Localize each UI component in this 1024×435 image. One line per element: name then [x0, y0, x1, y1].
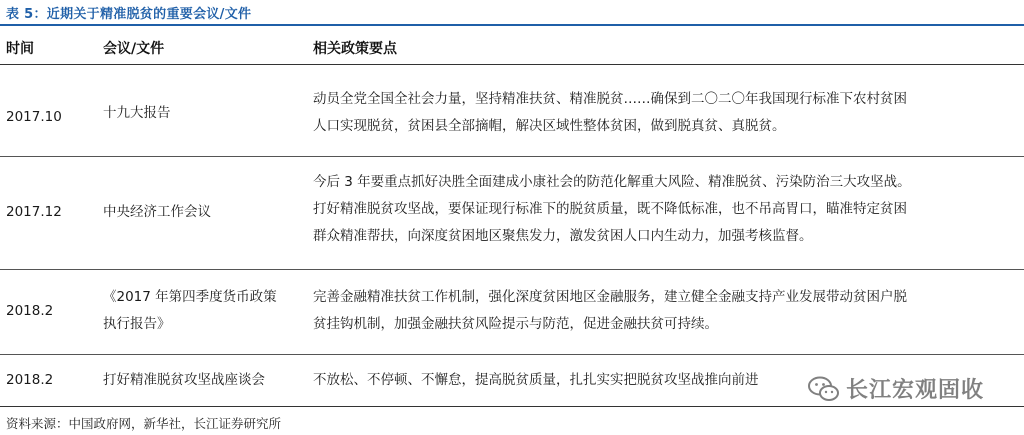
points-line: 贫挂钩机制，加强金融扶贫风险提示与防范，促进金融扶贫可持续。 — [313, 316, 718, 332]
points-line: 不放松、不停顿、不懈怠，提高脱贫质量，扎扎实实把脱贫攻坚战推向前进 — [313, 372, 759, 388]
row-meeting — [103, 100, 308, 127]
row-divider — [0, 354, 1024, 355]
row-meeting — [103, 199, 308, 226]
row-meeting — [103, 367, 308, 394]
row-divider — [0, 269, 1024, 270]
title-rule — [0, 24, 1024, 26]
source-note: 资料来源：中国政府网，新华社，长江证券研究所 — [6, 416, 282, 431]
row-date: 2018.2 — [6, 372, 54, 388]
watermark — [808, 373, 984, 404]
header-time: 时间 — [6, 41, 34, 57]
meeting-line: 执行报告》 — [103, 316, 171, 332]
row-points — [313, 284, 1021, 338]
meeting-line: 打好精准脱贫攻坚战座谈会 — [103, 372, 265, 388]
row-points — [313, 86, 1021, 140]
wechat-icon — [808, 376, 840, 402]
row-divider — [0, 156, 1024, 157]
row-date: 2018.2 — [6, 303, 54, 319]
points-line: 完善金融精准扶贫工作机制，强化深度贫困地区金融服务，建立健全金融支持产业发展带动贫困户脱 — [313, 289, 907, 305]
bottom-rule — [0, 406, 1024, 407]
header-meeting: 会议/文件 — [103, 41, 165, 57]
points-line: 人口实现脱贫，贫困县全部摘帽，解决区域性整体贫困，做到脱真贫、真脱贫。 — [313, 118, 786, 134]
header-points: 相关政策要点 — [313, 41, 397, 57]
row-date: 2017.10 — [6, 109, 62, 125]
header-rule — [0, 64, 1024, 65]
points-line: 今后 3 年要重点抓好决胜全面建成小康社会的防范化解重大风险、精准脱贫、污染防治三大攻坚战。 — [313, 174, 911, 190]
points-line: 群众精准帮扶，向深度贫困地区聚焦发力，激发贫困人口内生动力，加强考核监督。 — [313, 228, 813, 244]
meeting-line: 《2017 年第四季度货币政策 — [103, 289, 277, 305]
points-line: 打好精准脱贫攻坚战，要保证现行标准下的脱贫质量，既不降低标准，也不吊高胃口，瞄准特定贫困 — [313, 201, 907, 217]
table-title: 表 5：近期关于精准脱贫的重要会议/文件 — [6, 7, 252, 22]
row-date: 2017.12 — [6, 204, 62, 220]
meeting-line: 中央经济工作会议 — [103, 204, 211, 220]
meeting-line: 十九大报告 — [103, 105, 171, 121]
row-points — [313, 169, 1021, 250]
watermark-text: 长江宏观固收 — [846, 378, 985, 403]
points-line: 动员全党全国全社会力量，坚持精准扶贫、精准脱贫……确保到二〇二〇年我国现行标准下农村贫困 — [313, 91, 907, 107]
row-meeting — [103, 284, 308, 338]
